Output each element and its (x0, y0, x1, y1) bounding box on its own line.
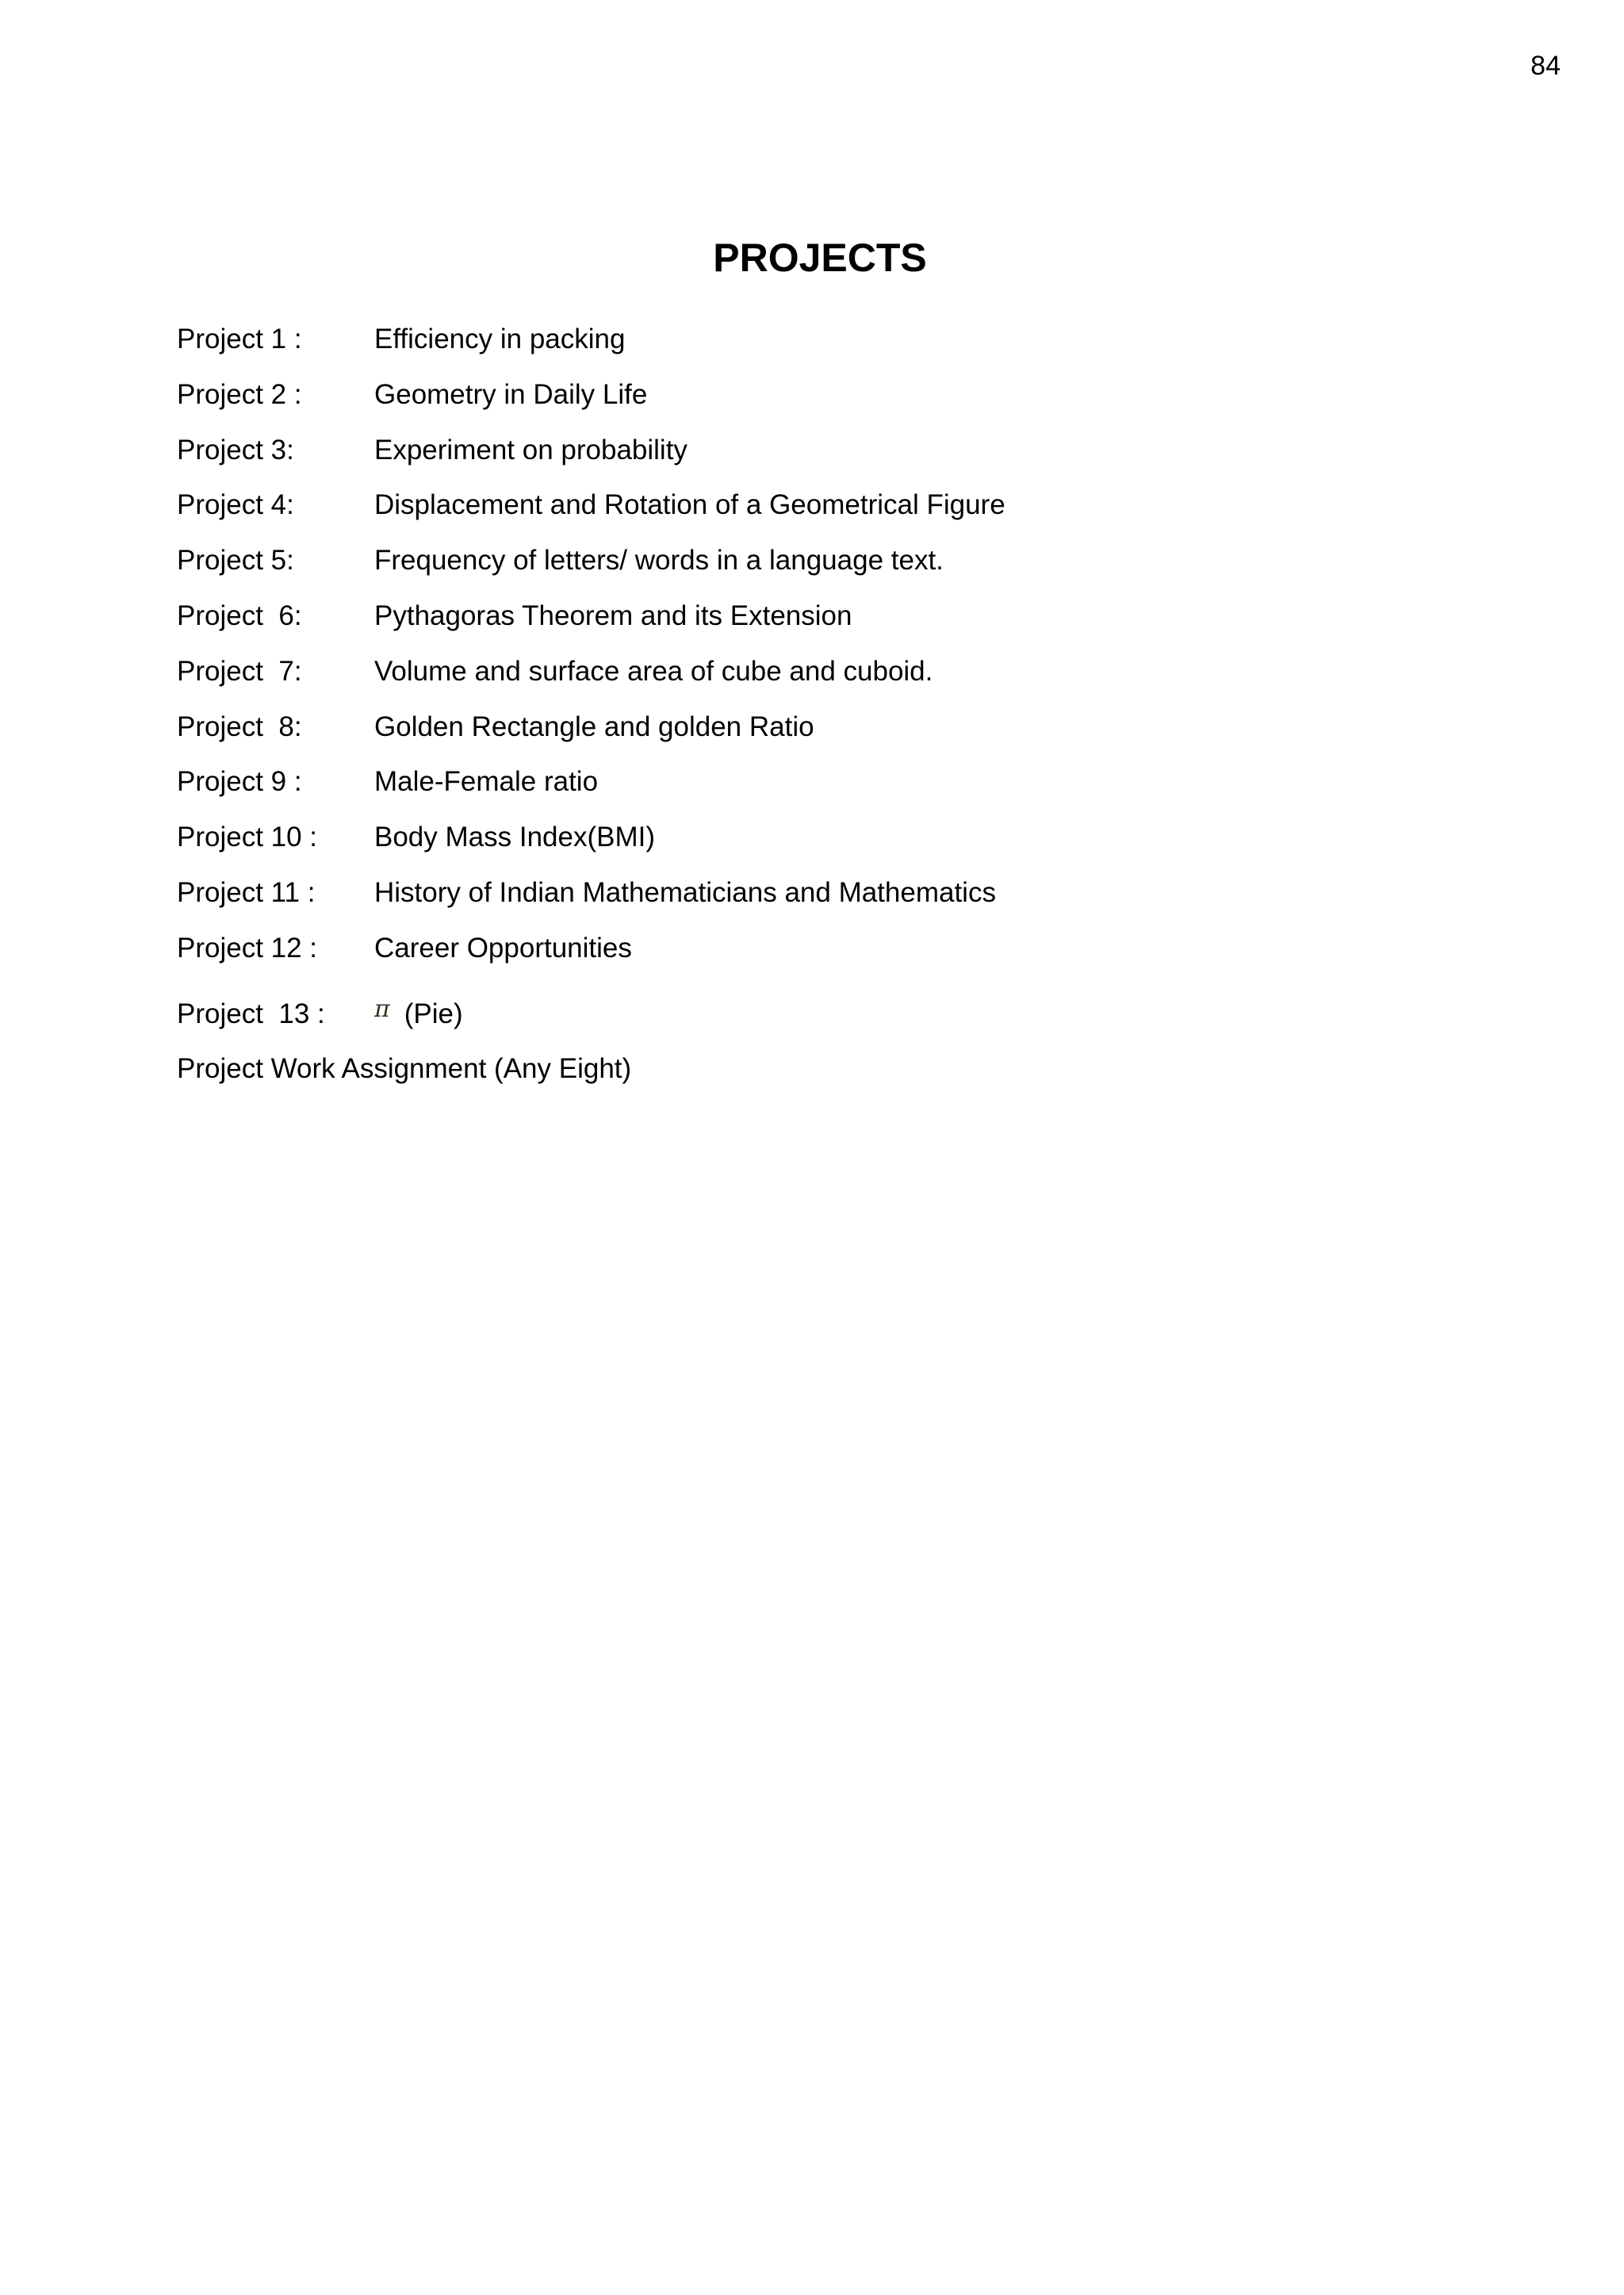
list-item (177, 768, 1446, 823)
list-item (177, 602, 1446, 657)
pi-symbol-icon: π (374, 994, 390, 1023)
project-title: History of Indian Mathematicians and Mathematics (374, 876, 996, 908)
list-item (177, 546, 1446, 602)
project-label: Project 12 : (177, 932, 318, 964)
project-label: Project 13 : (177, 998, 325, 1029)
list-item (177, 823, 1446, 879)
project-title: Volume and surface area of cube and cuboid. (374, 655, 933, 687)
project-list (177, 325, 1446, 1052)
project-title: Efficiency in packing (374, 324, 626, 354)
list-item (177, 994, 1446, 1053)
list-item (177, 325, 1446, 381)
project-label: Project 6: (177, 600, 302, 631)
page-title: PROJECTS (713, 236, 927, 280)
list-item (177, 934, 1446, 990)
project-title: Pythagoras Theorem and its Extension (374, 600, 852, 631)
project-title: Career Opportunities (374, 932, 632, 964)
project-title: Frequency of letters/ words in a language text. (374, 545, 944, 577)
page-number: 84 (1530, 51, 1561, 81)
project-title: Body Mass Index(BMI) (374, 822, 655, 853)
list-item (177, 436, 1446, 492)
project-label: Project 5: (177, 545, 294, 577)
project-title: Experiment on probability (374, 434, 688, 466)
project-title: Geometry in Daily Life (374, 378, 648, 410)
assignment-note: Project Work Assignment (Any Eight) (177, 1053, 632, 1084)
project-title: Golden Rectangle and golden Ratio (374, 711, 814, 742)
project-label: Project 11 : (177, 876, 316, 908)
project-label: Project 9 : (177, 766, 302, 798)
list-item (177, 713, 1446, 768)
project-title-text: (Pie) (404, 998, 463, 1029)
list-item (177, 378, 1446, 436)
project-title: Male-Female ratio (374, 766, 599, 798)
project-label: Project 8: (177, 711, 302, 742)
project-title (374, 994, 1446, 1029)
project-label: Project 2 : (177, 378, 302, 410)
list-item (177, 491, 1446, 546)
list-item (177, 657, 1446, 713)
project-label: Project 10 : (177, 822, 318, 853)
project-label: Project 1 : (177, 324, 302, 354)
project-label: Project 7: (177, 655, 302, 687)
project-label: Project 3: (177, 434, 294, 466)
list-item (177, 876, 1446, 934)
project-label: Project 4: (177, 489, 294, 521)
project-title: Displacement and Rotation of a Geometrical Figure (374, 489, 1005, 521)
